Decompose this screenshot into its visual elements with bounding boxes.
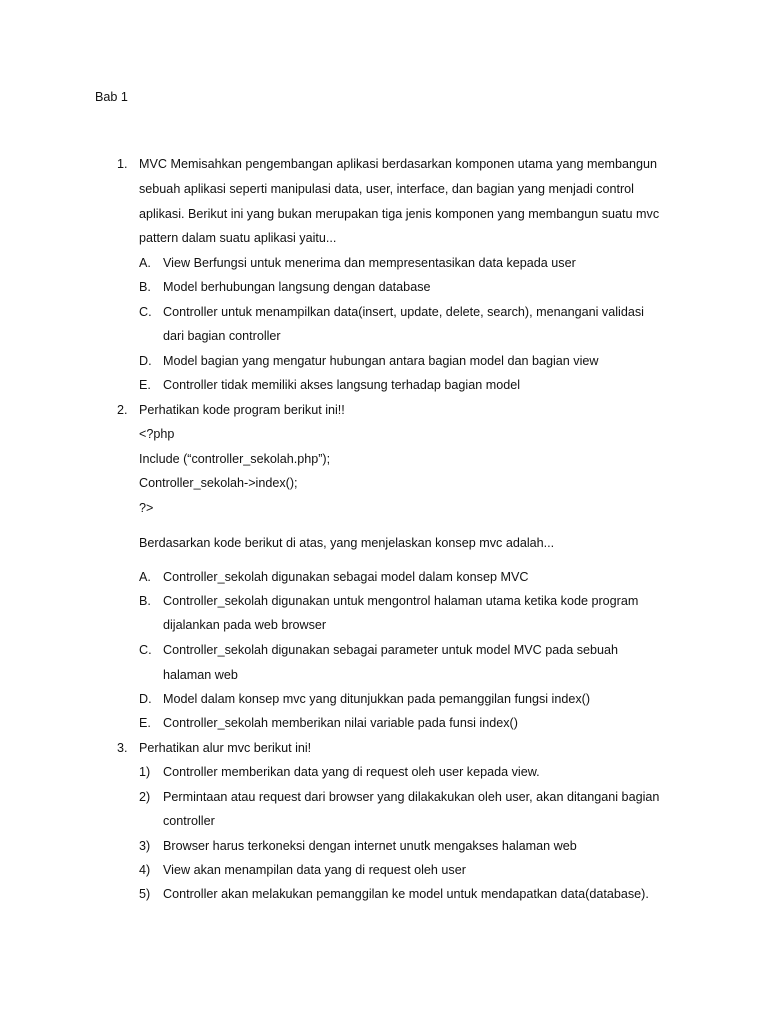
step-text: Browser harus terkoneksi dengan internet unutk mengakses halaman web <box>163 839 577 853</box>
option-text: dijalankan pada web browser <box>163 618 327 632</box>
question-number: 2. <box>117 403 128 417</box>
chapter-heading: Bab 1 <box>95 90 128 104</box>
option-text: Controller_sekolah digunakan untuk mengontrol halaman utama ketika kode program <box>163 594 639 608</box>
option-text: Controller tidak memiliki akses langsung terhadap bagian model <box>163 378 521 392</box>
option-text: Model berhubungan langsung dengan database <box>163 280 431 294</box>
option-label: D. <box>139 692 152 706</box>
step-text: Controller memberikan data yang di request oleh user kepada view. <box>163 765 540 779</box>
option-text: Model dalam konsep mvc yang ditunjukkan pada pemanggilan fungsi index() <box>163 692 591 706</box>
question-text-line: aplikasi. Berikut ini yang bukan merupakan tiga jenis komponen yang membangun suatu mvc <box>139 207 660 221</box>
question-number: 3. <box>117 741 128 755</box>
code-line: Include (“controller_sekolah.php”); <box>139 452 331 466</box>
step-text: Permintaan atau request dari browser yang dilakakukan oleh user, akan ditangani bagian <box>163 790 660 804</box>
question-text-line: Perhatikan alur mvc berikut ini! <box>139 741 312 755</box>
option-text: dari bagian controller <box>163 329 281 343</box>
question-text-line: Berdasarkan kode berikut di atas, yang menjelaskan konsep mvc adalah... <box>139 536 555 550</box>
question-text-line: Perhatikan kode program berikut ini!! <box>139 403 345 417</box>
question-text-line: sebuah aplikasi seperti manipulasi data, user, interface, dan bagian yang menjadi control <box>139 182 634 196</box>
option-label: B. <box>139 594 151 608</box>
code-line: ?> <box>139 501 154 515</box>
option-text: Controller_sekolah digunakan sebagai parameter untuk model MVC pada sebuah <box>163 643 619 657</box>
step-text: controller <box>163 814 215 828</box>
step-label: 5) <box>139 887 151 901</box>
option-label: A. <box>139 256 151 270</box>
code-line: <?php <box>139 427 175 441</box>
option-label: A. <box>139 570 151 584</box>
option-text: Controller_sekolah memberikan nilai variable pada funsi index() <box>163 716 518 730</box>
option-label: E. <box>139 378 151 392</box>
option-label: C. <box>139 643 152 657</box>
option-text: View Berfungsi untuk menerima dan mempresentasikan data kepada user <box>163 256 576 270</box>
question-number: 1. <box>117 157 128 171</box>
step-text: View akan menampilan data yang di request oleh user <box>163 863 466 877</box>
step-label: 4) <box>139 863 151 877</box>
option-text: Controller_sekolah digunakan sebagai model dalam konsep MVC <box>163 570 529 584</box>
option-label: D. <box>139 354 152 368</box>
step-label: 1) <box>139 765 151 779</box>
option-text: Controller untuk menampilkan data(insert, update, delete, search), menangani validasi <box>163 305 644 319</box>
option-label: C. <box>139 305 152 319</box>
option-text: Model bagian yang mengatur hubungan antara bagian model dan bagian view <box>163 354 599 368</box>
question-text-line: pattern dalam suatu aplikasi yaitu... <box>139 231 337 245</box>
step-label: 3) <box>139 839 151 853</box>
option-label: B. <box>139 280 151 294</box>
step-label: 2) <box>139 790 151 804</box>
step-text: Controller akan melakukan pemanggilan ke model untuk mendapatkan data(database). <box>163 887 649 901</box>
option-label: E. <box>139 716 151 730</box>
question-text-line: MVC Memisahkan pengembangan aplikasi berdasarkan komponen utama yang membangun <box>139 157 658 171</box>
code-line: Controller_sekolah->index(); <box>139 476 298 490</box>
option-text: halaman web <box>163 668 238 682</box>
